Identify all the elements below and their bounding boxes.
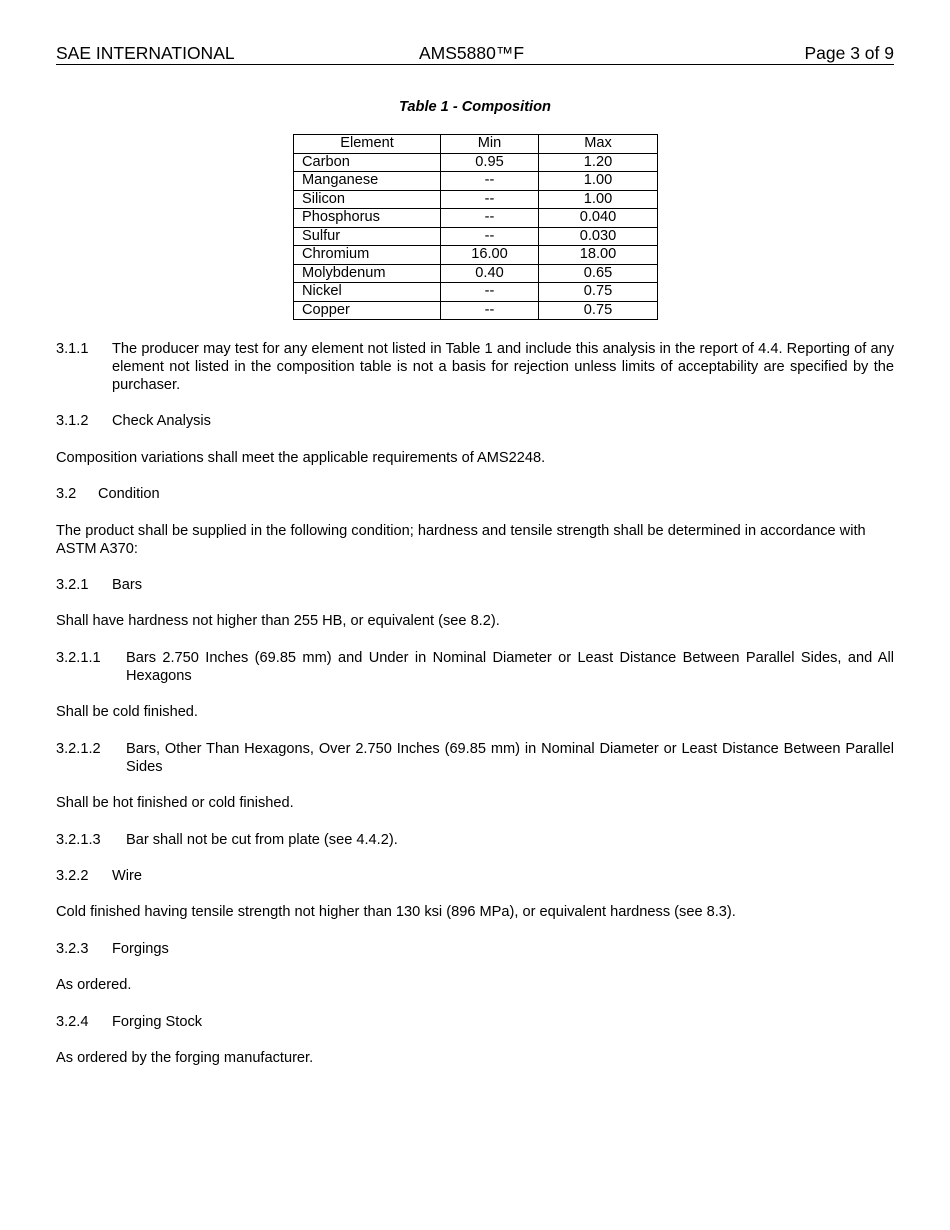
cell-min: -- — [441, 301, 539, 320]
section-3-2-4-heading — [56, 1013, 894, 1031]
section-title: Forging Stock — [112, 1014, 203, 1030]
cell-element: Chromium — [294, 246, 441, 265]
table-row — [294, 264, 658, 283]
cell-max: 0.65 — [539, 264, 658, 283]
cell-element: Silicon — [294, 190, 441, 209]
cell-max: 0.75 — [539, 301, 658, 320]
section-3-2-1-body: Shall have hardness not higher than 255 HB, or equivalent (see 8.2). — [56, 613, 500, 629]
section-number: 3.1.2 — [56, 413, 89, 429]
section-3-2-1-heading — [56, 576, 894, 594]
cell-min: 0.95 — [441, 153, 539, 172]
section-3-2-2-body: Cold finished having tensile strength not higher than 130 ksi (896 MPa), or equivalent hardness (see 8.3). — [56, 904, 736, 920]
cell-min: -- — [441, 283, 539, 302]
cell-element: Nickel — [294, 283, 441, 302]
section-number: 3.2.2 — [56, 868, 89, 884]
column-header-max: Max — [539, 135, 658, 154]
section-3-2-1-1-body: Shall be cold finished. — [56, 704, 198, 720]
cell-element: Sulfur — [294, 227, 441, 246]
cell-max: 0.040 — [539, 209, 658, 228]
section-title: Check Analysis — [112, 413, 211, 429]
table-header-row — [294, 135, 658, 154]
cell-max: 0.75 — [539, 283, 658, 302]
cell-max: 1.20 — [539, 153, 658, 172]
cell-max: 0.030 — [539, 227, 658, 246]
section-3-2-1-1-heading — [56, 649, 894, 685]
page-header — [56, 43, 894, 65]
section-3-2-1-2-body: Shall be hot finished or cold finished. — [56, 795, 294, 811]
section-3-2-3-heading — [56, 940, 894, 958]
table-row — [294, 153, 658, 172]
section-3-2-1-2-heading — [56, 740, 894, 776]
header-document-number: AMS5880™F — [419, 43, 525, 63]
section-title: Condition — [98, 486, 160, 502]
cell-element: Manganese — [294, 172, 441, 191]
table-row — [294, 227, 658, 246]
section-3-2-4-body: As ordered by the forging manufacturer. — [56, 1050, 314, 1066]
column-header-element: Element — [294, 135, 441, 154]
section-3-1-1 — [56, 340, 894, 396]
section-3-1-2-heading — [56, 412, 894, 430]
cell-min: -- — [441, 209, 539, 228]
section-number: 3.1.1 — [56, 341, 89, 357]
composition-table — [293, 134, 658, 320]
cell-min: -- — [441, 190, 539, 209]
document-page — [56, 0, 894, 1230]
section-number: 3.2.3 — [56, 941, 89, 957]
cell-min: -- — [441, 227, 539, 246]
section-title: Forgings — [112, 941, 169, 957]
section-text: The producer may test for any element not listed in Table 1 and include this analysis in the report of 4.4. Reporting of any element not listed in the composition table is not a basis for rejection unless limits of acceptability are specified by the purchaser. — [112, 341, 894, 393]
table-row — [294, 283, 658, 302]
table-row — [294, 190, 658, 209]
table-title: Table 1 - Composition — [399, 99, 551, 115]
section-number: 3.2.1.3 — [56, 832, 101, 848]
cell-min: -- — [441, 172, 539, 191]
cell-min: 0.40 — [441, 264, 539, 283]
table-row — [294, 172, 658, 191]
section-number: 3.2 — [56, 486, 77, 502]
section-3-2-3-body: As ordered. — [56, 977, 132, 993]
cell-max: 18.00 — [539, 246, 658, 265]
cell-element: Phosphorus — [294, 209, 441, 228]
cell-element: Carbon — [294, 153, 441, 172]
section-number: 3.2.1.2 — [56, 741, 101, 757]
cell-min: 16.00 — [441, 246, 539, 265]
column-header-min: Min — [441, 135, 539, 154]
table-row — [294, 209, 658, 228]
section-number: 3.2.4 — [56, 1014, 89, 1030]
section-3-2-body: The product shall be supplied in the following condition; hardness and tensile strength shall be determined in accordance with ASTM A370: — [56, 523, 866, 557]
section-3-2-2-heading — [56, 867, 894, 885]
section-title: Bars 2.750 Inches (69.85 mm) and Under in Nominal Diameter or Least Distance Between Parallel Sides, and All Hexagons — [126, 650, 894, 684]
section-3-2-heading — [56, 485, 894, 503]
section-3-2-1-3 — [56, 831, 894, 849]
section-title: Wire — [112, 868, 142, 884]
cell-max: 1.00 — [539, 190, 658, 209]
cell-element: Molybdenum — [294, 264, 441, 283]
table-row — [294, 301, 658, 320]
section-number: 3.2.1 — [56, 577, 89, 593]
table-row — [294, 246, 658, 265]
section-3-1-2-body: Composition variations shall meet the applicable requirements of AMS2248. — [56, 450, 546, 466]
header-organization: SAE INTERNATIONAL — [56, 43, 235, 63]
section-text: Bar shall not be cut from plate (see 4.4.2). — [126, 832, 398, 848]
section-number: 3.2.1.1 — [56, 650, 101, 666]
cell-element: Copper — [294, 301, 441, 320]
section-title: Bars, Other Than Hexagons, Over 2.750 Inches (69.85 mm) in Nominal Diameter or Least Distance Between Parallel Sides — [126, 741, 894, 775]
header-page-number: Page 3 of 9 — [804, 43, 894, 63]
section-title: Bars — [112, 577, 143, 593]
cell-max: 1.00 — [539, 172, 658, 191]
